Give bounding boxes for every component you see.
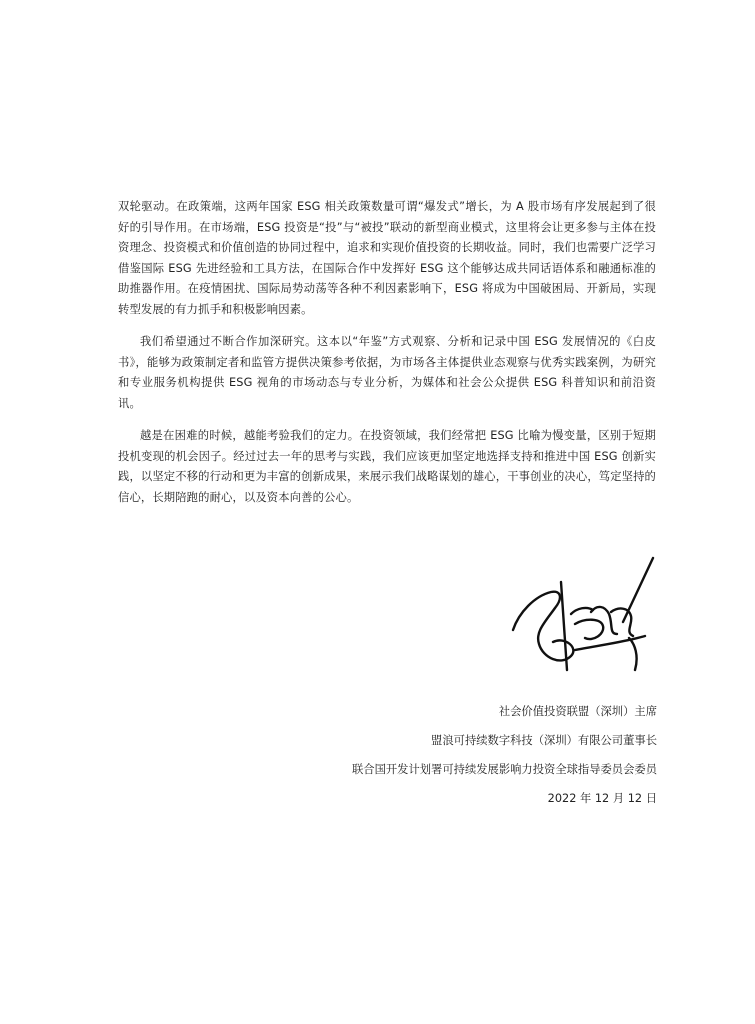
signatory-title-1: 社会价值投资联盟（深圳）主席	[498, 705, 657, 718]
paragraph-3: 越是在困难的时候，越能考验我们的定力。在投资领域，我们经常把 ESG 比喻为慢变量，区别于短期投机变现的机会因子。经过过去一年的思考与实践，我们应该更加坚定地选择支持和推进中国 ESG 创新实践，以坚定不移的行动和更为丰富的创新成果，来展示我们战略谋划的雄心，干事创业的决心，笃定坚持的信心，长期陪跑的耐心，以及资本向善的公心。	[118, 429, 657, 504]
signatory-title-2: 盟浪可持续数字科技（深圳）有限公司董事长	[431, 734, 657, 747]
paragraph-1: 双轮驱动。在政策端，这两年国家 ESG 相关政策数量可谓“爆发式”增长，为 A 股市场有序发展起到了很好的引导作用。在市场端，ESG 投资是“投”与“被投”联动的新型商业模式，这里将会让更多参与主体在投资理念、投资模式和价值创造的协同过程中，追求和实现价值投资的长期收益。同时，我们也需要广泛学习借鉴国际 ESG 先进经验和工具方法，在国际合作中发挥好 ESG 这个能够达成共同话语体系和融通标准的助推器作用。在疫情困扰、国际局势动荡等各种不利因素影响下，ESG 将成为中国破困局、开新局，实现转型发展的有力抓手和积极影响因素。	[118, 200, 657, 316]
signatory-block	[352, 705, 657, 821]
handwritten-signature	[505, 552, 657, 682]
signature-date: 2022 年 12 月 12 日	[547, 792, 657, 805]
letter-body	[118, 197, 656, 520]
paragraph-2: 我们希望通过不断合作加深研究。这本以“年鉴”方式观察、分析和记录中国 ESG 发展情况的《白皮书》，能够为政策制定者和监管方提供决策参考依据，为市场各主体提供业态观察与优秀实践案例，为研究和专业服务机构提供 ESG 视角的市场动态与专业分析，为媒体和社会公众提供 ESG 科普知识和前沿资讯。	[118, 335, 656, 410]
signatory-title-3: 联合国开发计划署可持续发展影响力投资全球指导委员会委员	[351, 763, 657, 776]
